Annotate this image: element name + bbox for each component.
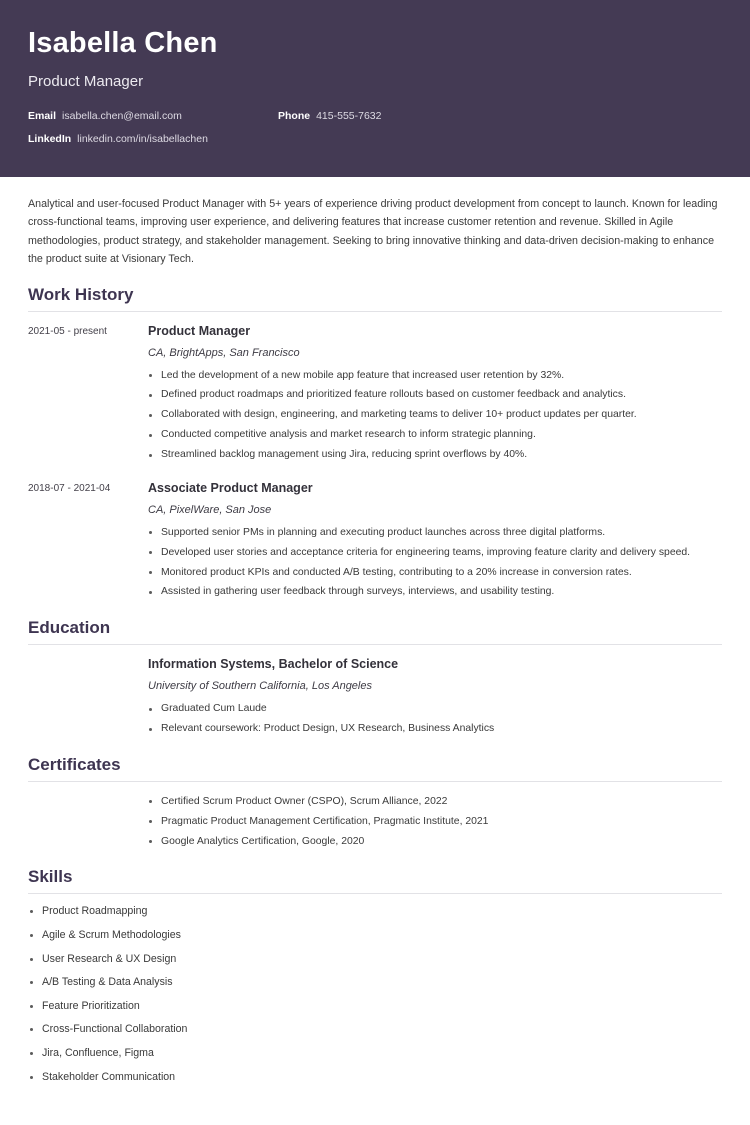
entry-dates: [28, 657, 148, 659]
entry-main: [148, 794, 722, 854]
contact-row: [28, 110, 722, 122]
section-certificates: [28, 755, 722, 854]
list-item: Monitored product KPIs and conducted A/B testing, contributing to a 20% increase in conversion rates.: [148, 565, 722, 582]
contact-row: [28, 133, 722, 145]
contact-phone-label: Phone: [278, 109, 311, 122]
section-title-education: Education: [28, 618, 111, 638]
entry-dates: [28, 794, 148, 796]
list-item: Google Analytics Certification, Google, 2020: [148, 834, 722, 851]
list-item: Conducted competitive analysis and market research to inform strategic planning.: [148, 427, 722, 444]
entry-main: [148, 324, 722, 467]
professional-summary: Analytical and user-focused Product Manager with 5+ years of experience driving product development from concept to launch. Known for leading cross-functional teams, improving user experience, and delivering features that increase customer retention and revenue. Skilled in Agile methodologies, product strategy, and stakeholder management. Seeking to bring innovative thinking and data-driven decision-making to enhance the product suite at Visionary Tech.: [28, 198, 718, 266]
entry-subtitle: CA, BrightApps, San Francisco: [148, 346, 300, 359]
section-divider: [28, 311, 722, 312]
entry-title: Information Systems, Bachelor of Science: [148, 657, 399, 672]
contact-phone: [278, 110, 381, 122]
list-item: Certified Scrum Product Owner (CSPO), Scrum Alliance, 2022: [148, 794, 722, 811]
list-item: Collaborated with design, engineering, and marketing teams to deliver 10+ product updates per quarter.: [148, 407, 722, 424]
entry-title: Product Manager: [148, 323, 251, 338]
contact-email-value[interactable]: isabella.chen@email.com: [62, 109, 182, 122]
skill-item: Cross-Functional Collaboration: [28, 1024, 722, 1035]
contact-email-label: Email: [28, 109, 57, 122]
work-history-entries: [28, 324, 722, 605]
entry-main: [148, 657, 722, 741]
skill-item: Stakeholder Communication: [28, 1072, 722, 1083]
list-item: Pragmatic Product Management Certification, Pragmatic Institute, 2021: [148, 814, 722, 831]
education-entries: [28, 657, 722, 741]
certificate-entries: [28, 794, 722, 854]
list-item: Led the development of a new mobile app feature that increased user retention by 32%.: [148, 368, 722, 385]
contact-info: [28, 110, 722, 145]
list-item: Streamlined backlog management using Jira, reducing sprint overflows by 40%.: [148, 447, 722, 464]
entry-title: Associate Product Manager: [148, 480, 313, 495]
contact-linkedin: [28, 133, 278, 145]
skill-item: Product Roadmapping: [28, 906, 722, 917]
candidate-job-title: Product Manager: [28, 72, 144, 90]
section-title-certificates: Certificates: [28, 754, 121, 774]
entry-bullet-list: [148, 701, 722, 738]
entry: [28, 657, 722, 741]
section-skills: [28, 867, 722, 1082]
entry-bullet-list: [148, 525, 722, 601]
entry-bullet-list: [148, 368, 722, 464]
list-item: Assisted in gathering user feedback through surveys, interviews, and usability testing.: [148, 584, 722, 601]
list-item: Graduated Cum Laude: [148, 701, 722, 718]
contact-linkedin-value[interactable]: linkedin.com/in/isabellachen: [77, 132, 208, 145]
skills-list: [28, 906, 722, 1082]
list-item: Relevant coursework: Product Design, UX Research, Business Analytics: [148, 721, 722, 738]
section-title-work-history: Work History: [28, 284, 134, 304]
list-item: Supported senior PMs in planning and executing product launches across three digital platforms.: [148, 525, 722, 542]
contact-email: [28, 110, 278, 122]
skill-item: User Research & UX Design: [28, 954, 722, 965]
contact-phone-value[interactable]: 415-555-7632: [316, 109, 382, 122]
resume-content: [0, 177, 750, 1125]
skill-item: Jira, Confluence, Figma: [28, 1048, 722, 1059]
entry-subtitle: University of Southern California, Los Angeles: [148, 680, 372, 693]
entry: [28, 324, 722, 467]
entry: [28, 481, 722, 604]
section-education: [28, 618, 722, 741]
list-item: Defined product roadmaps and prioritized feature rollouts based on customer feedback and analytics.: [148, 387, 722, 404]
entry-main: [148, 481, 722, 604]
entry: [28, 794, 722, 854]
section-title-skills: Skills: [28, 867, 73, 887]
resume-header: [0, 0, 750, 177]
section-divider: [28, 644, 722, 645]
skill-item: Agile & Scrum Methodologies: [28, 930, 722, 941]
section-work-history: [28, 285, 722, 605]
list-item: Developed user stories and acceptance criteria for engineering teams, improving feature clarity and delivery speed.: [148, 545, 722, 562]
candidate-name: Isabella Chen: [28, 27, 218, 59]
entry-subtitle: CA, PixelWare, San Jose: [148, 503, 272, 516]
section-divider: [28, 893, 722, 894]
section-divider: [28, 781, 722, 782]
entry-bullet-list: [148, 794, 722, 851]
entry-dates: 2021-05 - present: [28, 325, 107, 337]
skill-item: Feature Prioritization: [28, 1001, 722, 1012]
contact-linkedin-label: LinkedIn: [28, 132, 72, 145]
entry-dates: 2018-07 - 2021-04: [28, 482, 111, 494]
skill-item: A/B Testing & Data Analysis: [28, 977, 722, 988]
